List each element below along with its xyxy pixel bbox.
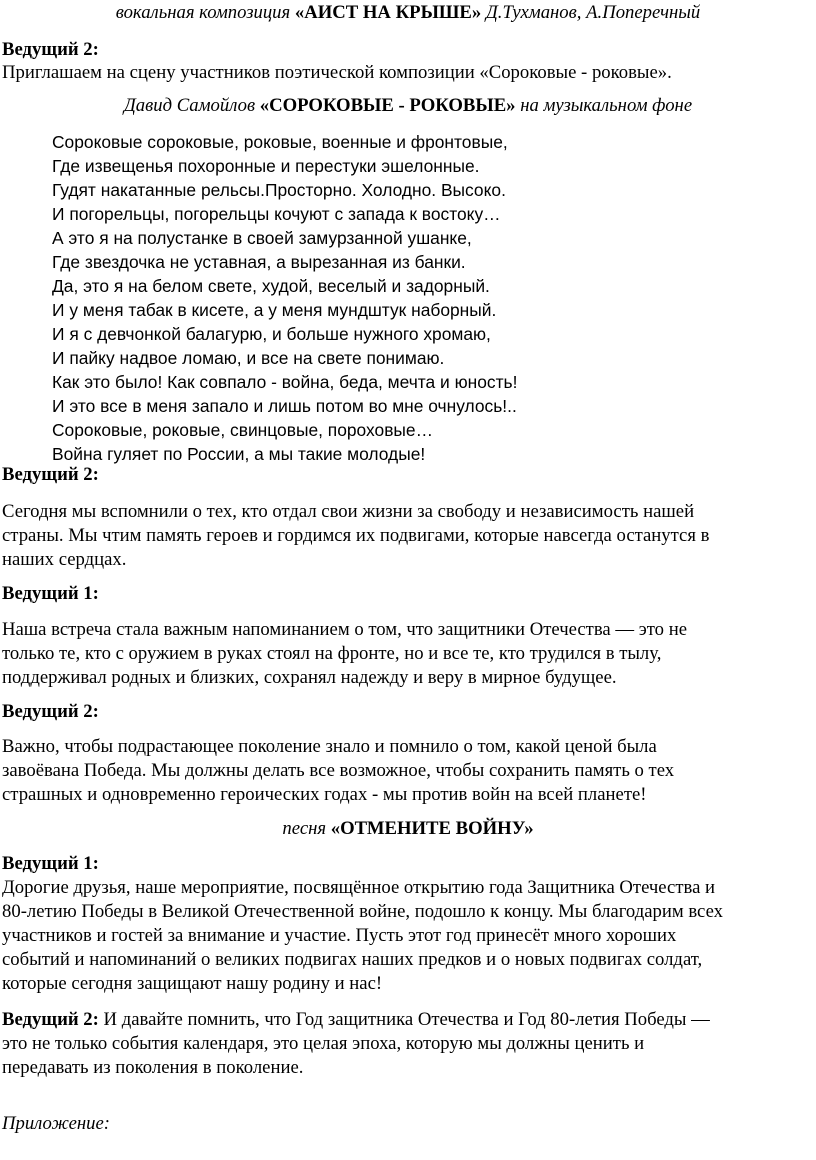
speaker-label: Ведущий 1: xyxy=(2,583,99,604)
poem-line: И погорельцы, погорельцы кочуют с запада к востоку… xyxy=(52,204,501,224)
paragraph-text: И давайте помнить, что Год защитника Отечества и Год 80-летия Победы — xyxy=(98,1009,710,1030)
poem-line: И у меня табак в кисете, а у меня мундштук наборный. xyxy=(52,300,497,320)
paragraph-line: это не только события календаря, это целая эпоха, которую мы должны ценить и xyxy=(2,1033,645,1054)
paragraph-line: Наша встреча стала важным напоминанием о том, что защитники Отечества — это не xyxy=(2,619,687,640)
paragraph-line: передавать из поколения в поколение. xyxy=(2,1057,304,1078)
paragraph-line: 80-летию Победы в Великой Отечественной войне, подошло к концу. Мы благодарим всех xyxy=(2,901,723,922)
paragraph-line: Приглашаем на сцену участников поэтической композиции «Сороковые - роковые». xyxy=(2,62,672,83)
poem-line: И я с девчонкой балагурю, и больше нужного хромаю, xyxy=(52,324,491,344)
speaker-label: Ведущий 1: xyxy=(2,853,99,874)
poem-line: Сороковые, роковые, свинцовые, пороховые… xyxy=(52,420,433,440)
paragraph-line: которые сегодня защищают нашу родину и нас! xyxy=(2,973,383,994)
paragraph-line: Сегодня мы вспомнили о тех, кто отдал свои жизни за свободу и независимость нашей xyxy=(2,501,695,522)
song-prefix: песня xyxy=(282,818,327,839)
paragraph-line: завоёвана Победа. Мы должны делать все возможное, чтобы сохранить память о тех xyxy=(2,760,675,781)
poem-line: Гудят накатанные рельсы.Просторно. Холодно. Высоко. xyxy=(52,180,506,200)
poem-author: Давид Самойлов xyxy=(123,95,256,116)
poem-line: Где извещенья похоронные и перестуки эшелонные. xyxy=(52,156,480,176)
song-header-title: «АИСТ НА КРЫШЕ» xyxy=(294,2,482,23)
appendix-label: Приложение: xyxy=(2,1113,111,1134)
paragraph-line: поддерживал родных и близких, сохранял надежду и веру в мирное будущее. xyxy=(2,667,617,688)
paragraph-line: участников и гостей за внимание и участие. Пусть этот год принесёт много хороших xyxy=(2,925,677,946)
speaker-label: Ведущий 2: xyxy=(2,39,99,60)
poem-line: Да, это я на белом свете, худой, веселый и задорный. xyxy=(52,276,490,296)
paragraph-line: Важно, чтобы подрастающее поколение знало и помнило о том, какой ценой была xyxy=(2,736,657,757)
poem-header xyxy=(0,94,816,118)
paragraph-line: страшных и одновременно героических годах - мы против войн на всей планете! xyxy=(2,784,647,805)
poem-line: Сороковые сороковые, роковые, военные и фронтовые, xyxy=(52,132,508,152)
poem-line: Как это было! Как совпало - война, беда, мечта и юность! xyxy=(52,372,518,392)
paragraph-line xyxy=(2,1008,710,1032)
poem-line: И это все в меня запало и лишь потом во мне очнулось!.. xyxy=(52,396,517,416)
poem-title: «СОРОКОВЫЕ - РОКОВЫЕ» xyxy=(259,95,516,116)
song-title-line xyxy=(0,817,816,841)
song-title: «ОТМЕНИТЕ ВОЙНУ» xyxy=(330,818,534,839)
paragraph-line: событий и напоминаний о великих подвигах наших предков и о новых подвигах солдат, xyxy=(2,949,703,970)
paragraph-line: наших сердцах. xyxy=(2,549,127,570)
paragraph-line: страны. Мы чтим память героев и гордимся их подвигами, которые навсегда останутся в xyxy=(2,525,710,546)
poem-line: А это я на полустанке в своей замурзанной ушанке, xyxy=(52,228,472,248)
speaker-label: Ведущий 2: xyxy=(2,701,99,722)
song-header-prefix: вокальная композиция xyxy=(115,2,291,23)
poem-note: на музыкальном фоне xyxy=(520,95,693,116)
song-header xyxy=(0,1,816,25)
song-header-authors: Д.Тухманов, А.Поперечный xyxy=(485,2,701,23)
paragraph-line: Дорогие друзья, наше мероприятие, посвящённое открытию года Защитника Отечества и xyxy=(2,877,716,898)
paragraph-line: только те, кто с оружием в руках стоял на фронте, но и все те, кто трудился в тылу, xyxy=(2,643,662,664)
speaker-label: Ведущий 2: xyxy=(2,464,99,485)
poem-line: И пайку надвое ломаю, и все на свете понимаю. xyxy=(52,348,445,368)
speaker-label: Ведущий 2: xyxy=(2,1009,99,1030)
poem-line: Война гуляет по России, а мы такие молодые! xyxy=(52,444,426,464)
poem-line: Где звездочка не уставная, а вырезанная из банки. xyxy=(52,252,466,272)
